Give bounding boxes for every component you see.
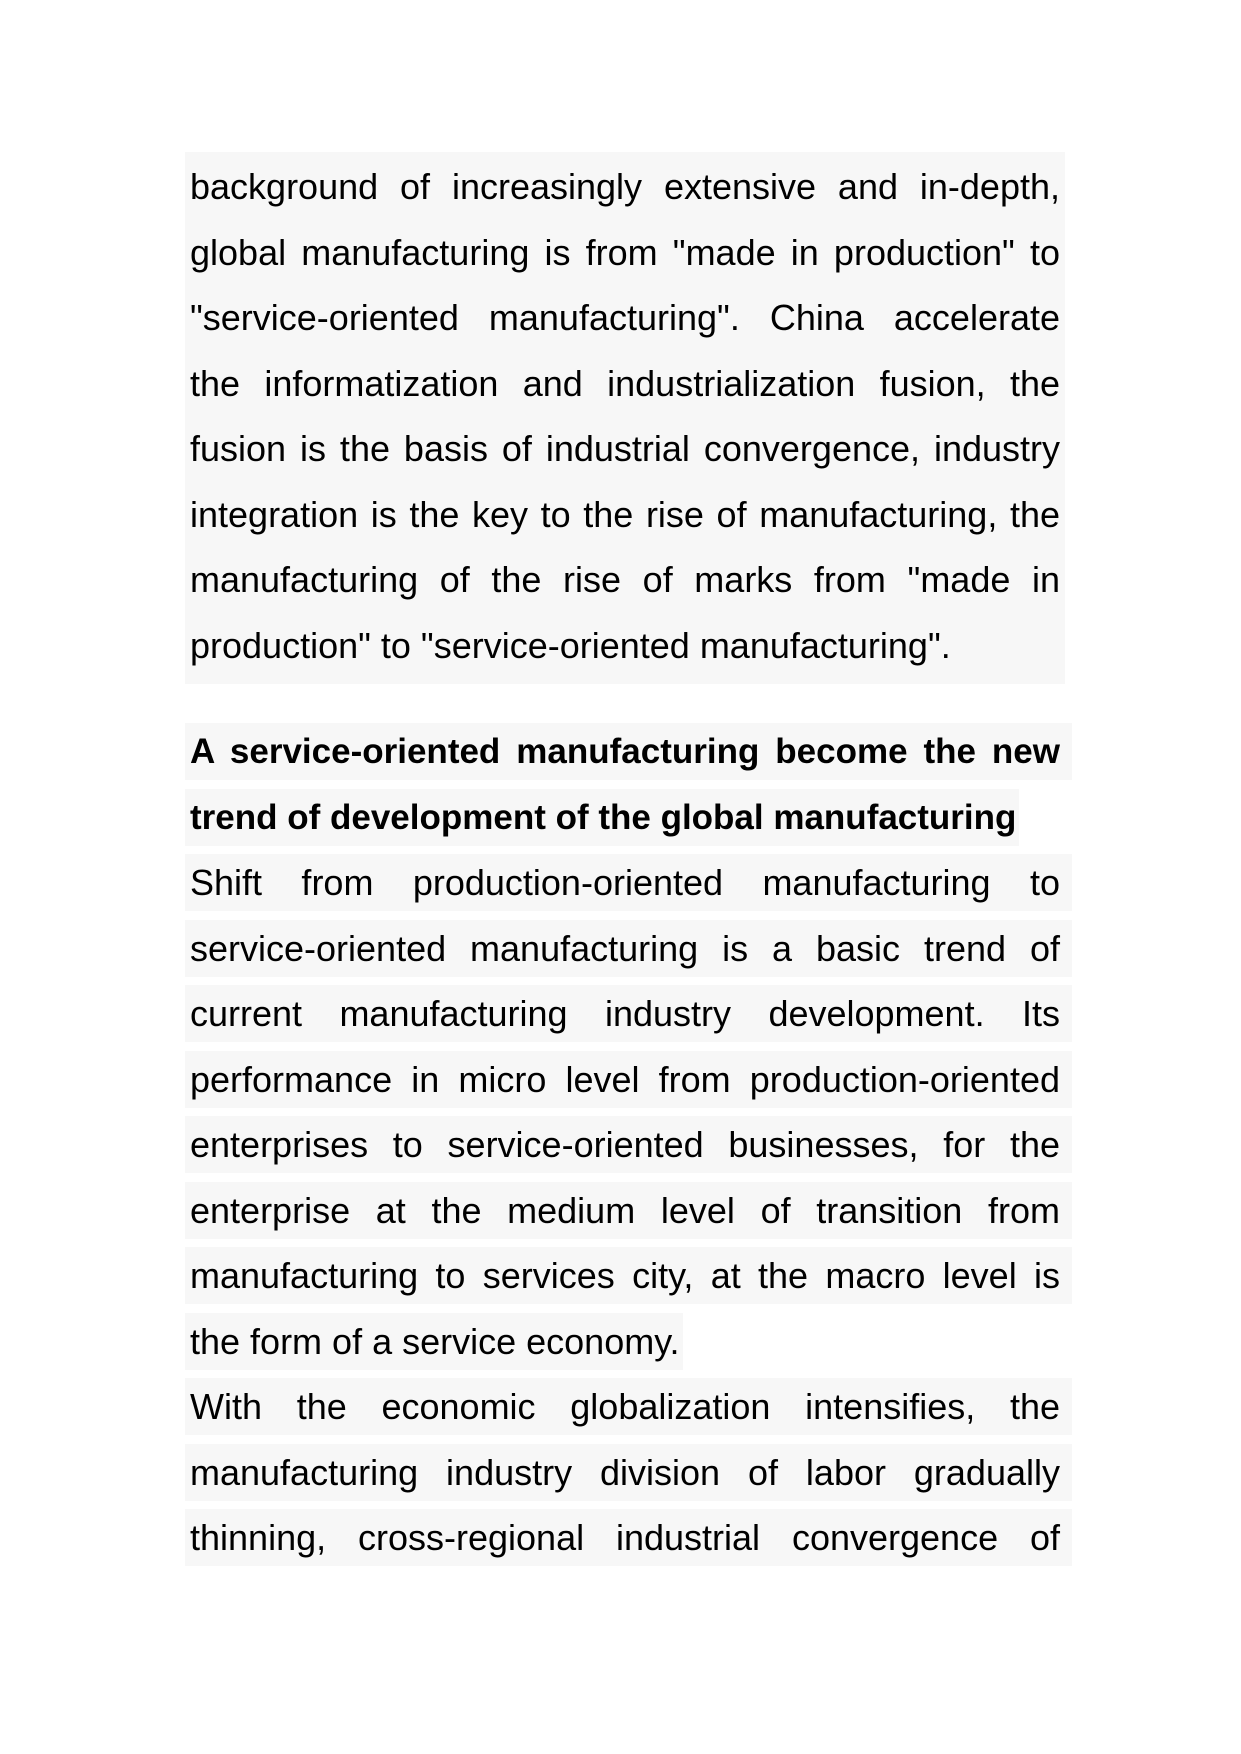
paragraph-line: the form of a service economy. — [185, 1313, 683, 1370]
paragraph-line: integration is the key to the rise of manufacturing, the — [190, 493, 1060, 535]
paragraph-line: global manufacturing is from "made in production" to — [190, 231, 1060, 273]
paragraph-line: thinning, cross-regional industrial convergence of — [185, 1509, 1072, 1566]
paragraph-line: enterprise at the medium level of transition from — [185, 1182, 1072, 1239]
paragraph-line: production" to "service-oriented manufacturing". — [190, 624, 951, 666]
paragraph-1 — [185, 152, 1065, 684]
paragraph-line: manufacturing to services city, at the macro level is — [185, 1247, 1072, 1304]
paragraph-line: Shift from production-oriented manufacturing to — [185, 854, 1072, 911]
paragraph-line: performance in micro level from production-oriented — [185, 1051, 1072, 1108]
paragraph-3 — [185, 1378, 1072, 1566]
heading-line: A service-oriented manufacturing become the new — [185, 723, 1072, 780]
paragraph-line: enterprises to service-oriented businesses, for the — [185, 1116, 1072, 1173]
paragraph-line: manufacturing of the rise of marks from "made in — [190, 559, 1060, 600]
paragraph-line: With the economic globalization intensifies, the — [185, 1378, 1072, 1435]
paragraph-line: the informatization and industrialization fusion, the — [190, 362, 1060, 404]
section-heading — [185, 723, 1072, 846]
paragraph-line: background of increasingly extensive and in-depth, — [190, 166, 1060, 207]
paragraph-line: fusion is the basis of industrial convergence, industry — [190, 428, 1060, 469]
paragraph-line: service-oriented manufacturing is a basic trend of — [185, 920, 1072, 977]
document-flow — [185, 723, 1072, 1575]
heading-line: trend of development of the global manufacturing — [185, 789, 1019, 846]
paragraph-line: "service-oriented manufacturing". China accelerate — [190, 297, 1060, 338]
paragraph-line: manufacturing industry division of labor gradually — [185, 1444, 1072, 1501]
paragraph-2 — [185, 854, 1072, 1370]
paragraph-line: current manufacturing industry development. Its — [185, 985, 1072, 1042]
